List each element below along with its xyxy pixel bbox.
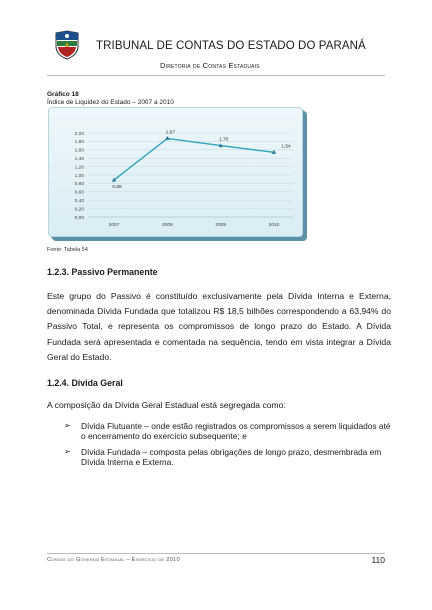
footer-title: Contas do Governo Estadual – Exercício de 2010 — [47, 557, 180, 563]
list-item — [64, 421, 391, 441]
figure-source: Fonte: Tabela 54 — [47, 247, 88, 253]
y-tick-label: 0,40 — [74, 199, 84, 204]
organization-title: TRIBUNAL DE CONTAS DO ESTADO DO PARANÁ — [96, 40, 366, 52]
list-item-text: Dívida Flutuante – onde estão registrados os compromissos a serem liquidados até o encerramento do exercício subsequente; e — [81, 421, 391, 441]
section-heading-divida-geral: 1.2.4. Dívida Geral — [47, 378, 123, 388]
y-tick-label: 0,00 — [74, 215, 84, 221]
y-tick-label: 1,20 — [74, 165, 84, 171]
x-tick-label: 2007 — [108, 223, 120, 228]
y-tick-label: 1,60 — [74, 148, 84, 154]
list-item-text: Dívida Fundada – composta pelas obrigações de longo prazo, desmembrada em Dívida Interna e Externa. — [81, 447, 382, 467]
liquidity-line-chart — [48, 107, 303, 237]
coat-of-arms-icon — [52, 30, 82, 60]
figure-title: Índice de Liquidez do Estado – 2007 a 2010 — [47, 99, 174, 106]
y-tick-label: 0,60 — [74, 190, 84, 196]
section-paragraph-passivo-permanente: Este grupo do Passivo é constituído exclusivamente pela Dívida Interna e Externa, denominada Dívida Fundada que totalizou R$ 18,5 bilhões correspondendo a 63,94% do Passivo Total, e representa os compromissos de longo prazo do Estado. A Dívida Fundada será apresentada e comentada na sequência, tendo em vista integrar a Dívida Geral do Estado. — [47, 291, 391, 362]
header-divider — [47, 75, 385, 76]
y-tick-label: 0,20 — [74, 207, 84, 213]
footer-divider — [47, 553, 385, 554]
x-tick-label: 2009 — [215, 223, 227, 228]
y-tick-label: 0,80 — [74, 182, 84, 188]
debt-composition-list — [64, 421, 391, 473]
y-tick-label: 1,40 — [74, 157, 84, 162]
page-number: 110 — [371, 555, 385, 565]
series-line — [114, 138, 274, 180]
data-label: 1,70 — [218, 137, 229, 143]
x-tick-label: 2008 — [161, 223, 173, 228]
list-item — [64, 447, 391, 467]
arrow-bullet-icon: ➢ — [64, 447, 71, 456]
data-label: 1,54 — [281, 144, 291, 150]
x-tick-label: 2010 — [268, 223, 280, 228]
arrow-bullet-icon: ➢ — [64, 421, 71, 430]
y-tick-label: 2,00 — [74, 131, 84, 137]
y-tick-label: 1,80 — [74, 140, 84, 146]
chart-panel — [48, 107, 303, 237]
data-label: 1,87 — [165, 130, 176, 136]
y-tick-label: 1,00 — [74, 173, 84, 179]
figure-label: Gráfico 18 — [47, 91, 79, 98]
department-title: Diretoria de Contas Estaduais — [160, 61, 260, 70]
section-heading-passivo-permanente: 1.2.3. Passivo Permanente — [47, 267, 158, 277]
data-label: 0,88 — [112, 185, 122, 191]
section-paragraph-divida-geral: A composição da Dívida Geral Estadual está segregada como: — [47, 400, 286, 410]
